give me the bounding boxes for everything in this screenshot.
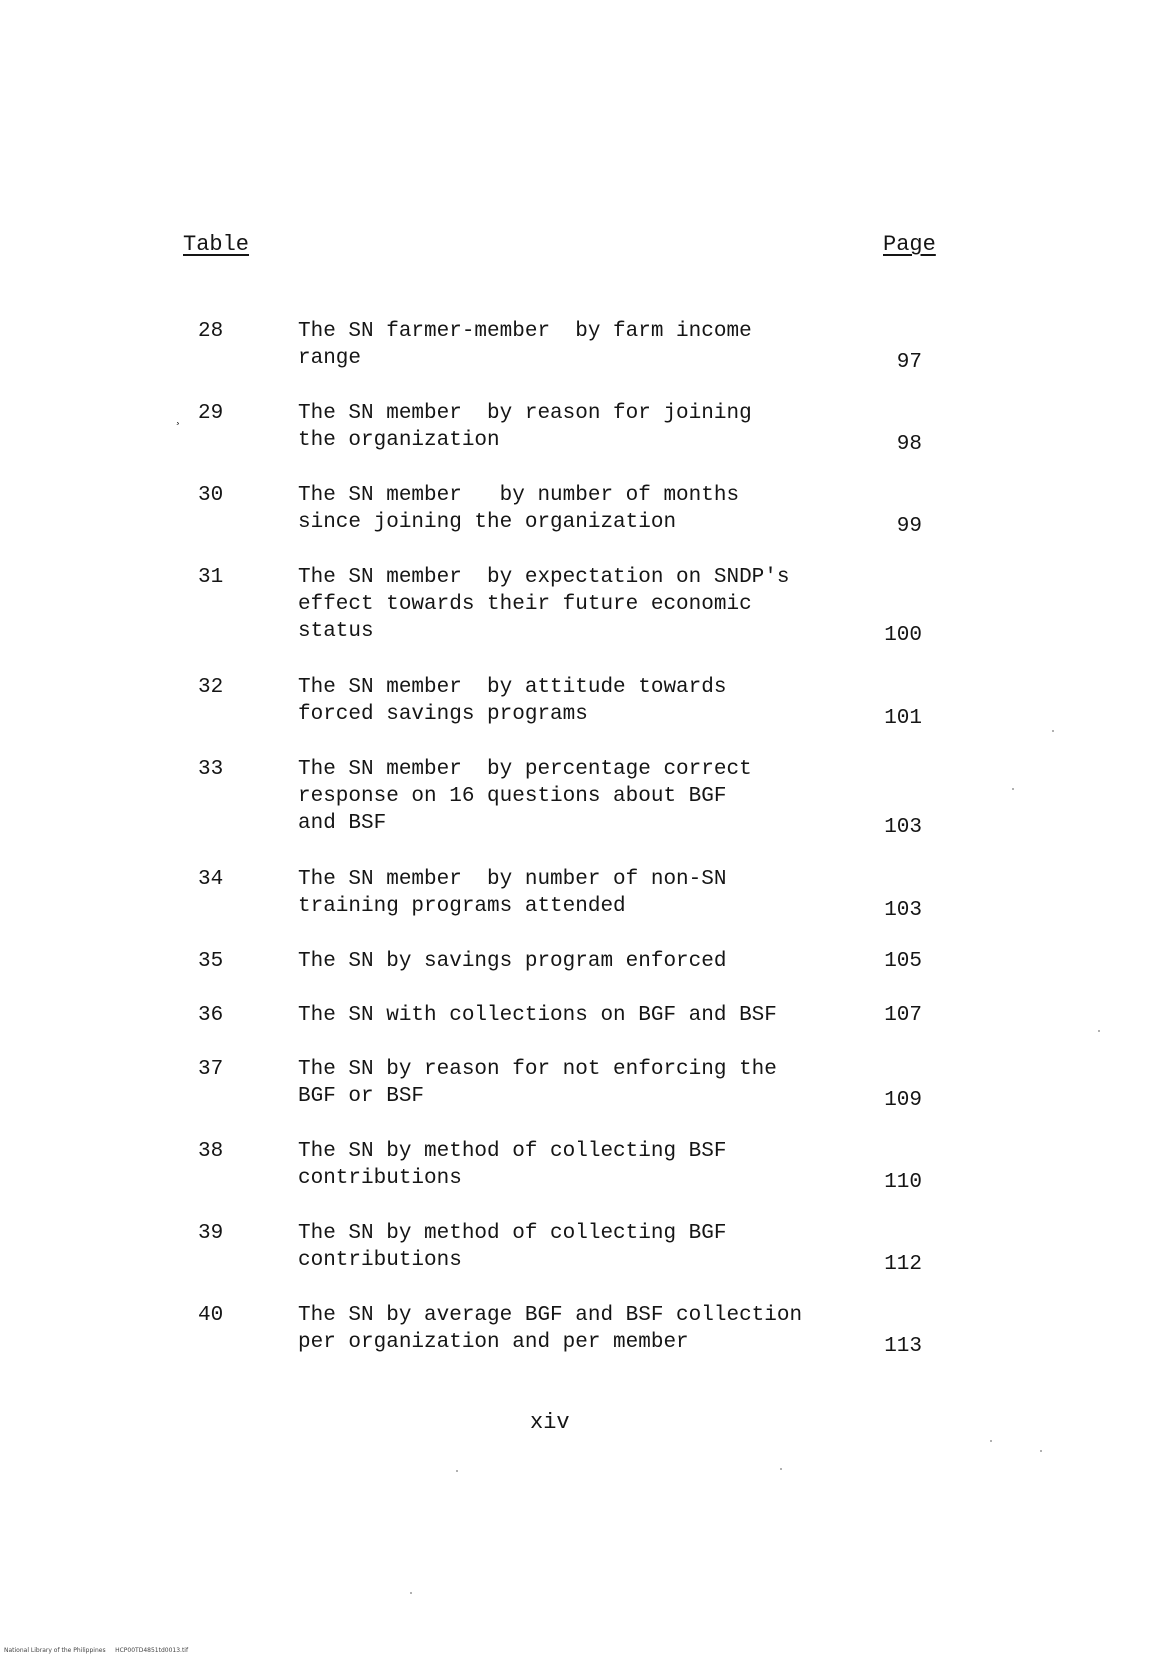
entry-number: 31 bbox=[198, 566, 224, 589]
entry-title bbox=[298, 400, 888, 454]
entry-title-line: forced savings programs bbox=[298, 703, 588, 726]
entry-title bbox=[298, 1002, 888, 1029]
entry-title-line: The SN member by expectation on SNDP's bbox=[298, 566, 790, 589]
entry-title-line: The SN by method of collecting BGF bbox=[298, 1222, 727, 1245]
entry-page: 98 bbox=[896, 433, 922, 456]
entry-title-line: The SN by method of collecting BSF bbox=[298, 1140, 727, 1163]
entry-page: 107 bbox=[884, 1004, 922, 1027]
entry-title bbox=[298, 866, 888, 920]
entry-number: 35 bbox=[198, 950, 224, 973]
entry-page: 113 bbox=[884, 1335, 922, 1358]
entry-title-line: range bbox=[298, 347, 362, 370]
scan-speck bbox=[410, 1592, 412, 1594]
entry-page: 100 bbox=[884, 624, 922, 647]
entry-title-line: The SN member by attitude towards bbox=[298, 676, 727, 699]
entry-title-line: The SN farmer-member by farm income bbox=[298, 320, 752, 343]
entry-title-line: The SN member by number of non-SN bbox=[298, 868, 727, 891]
entry-title bbox=[298, 1220, 888, 1274]
entry-title bbox=[298, 482, 888, 536]
entry-title-line: response on 16 questions about BGF bbox=[298, 785, 727, 808]
entry-title bbox=[298, 564, 888, 645]
entry-number: 39 bbox=[198, 1222, 224, 1245]
entry-number: 40 bbox=[198, 1304, 224, 1327]
entry-title bbox=[298, 948, 888, 975]
scan-speck bbox=[1040, 1450, 1042, 1452]
scan-speck bbox=[780, 1468, 782, 1470]
page-number: xiv bbox=[530, 1410, 570, 1435]
entry-page: 109 bbox=[884, 1089, 922, 1112]
scan-speck bbox=[1012, 788, 1014, 790]
entry-number: 33 bbox=[198, 758, 224, 781]
entry-title-line: The SN by average BGF and BSF collection bbox=[298, 1304, 803, 1327]
entry-title bbox=[298, 756, 888, 837]
entry-number: 30 bbox=[198, 484, 224, 507]
entry-page: 103 bbox=[884, 899, 922, 922]
entry-title-line: per organization and per member bbox=[298, 1331, 689, 1354]
entry-title-line: The SN member by number of months bbox=[298, 484, 740, 507]
scan-footer: National Library of the Philippines HCP00TD4851td0013.tif bbox=[4, 1647, 189, 1654]
entry-page: 112 bbox=[884, 1253, 922, 1276]
scan-speck bbox=[456, 1470, 458, 1472]
entry-number: 29 bbox=[198, 402, 224, 425]
entry-number: 28 bbox=[198, 320, 224, 343]
entry-title-line: The SN member by percentage correct bbox=[298, 758, 752, 781]
scan-speck bbox=[1098, 1030, 1100, 1032]
entry-title-line: The SN member by reason for joining bbox=[298, 402, 752, 425]
page-column-header: Page bbox=[883, 232, 936, 257]
entry-title-line: The SN by savings program enforced bbox=[298, 950, 727, 973]
entry-page: 110 bbox=[884, 1171, 922, 1194]
entry-page: 105 bbox=[884, 950, 922, 973]
entry-title-line: BGF or BSF bbox=[298, 1085, 425, 1108]
entry-number: 36 bbox=[198, 1004, 224, 1027]
entry-number: 37 bbox=[198, 1058, 224, 1081]
entry-title bbox=[298, 674, 888, 728]
entry-title bbox=[298, 1302, 888, 1356]
entry-title-line: contributions bbox=[298, 1167, 462, 1190]
entry-title-line: and BSF bbox=[298, 812, 387, 835]
entry-page: 99 bbox=[896, 515, 922, 538]
entry-title-line: status bbox=[298, 620, 374, 643]
entry-title bbox=[298, 1138, 888, 1192]
table-column-header: Table bbox=[183, 232, 250, 257]
scan-speck bbox=[990, 1440, 992, 1442]
scan-speck bbox=[1052, 730, 1054, 732]
entry-title-line: The SN by reason for not enforcing the bbox=[298, 1058, 777, 1081]
entry-title-line: The SN with collections on BGF and BSF bbox=[298, 1004, 777, 1027]
entry-number: 32 bbox=[198, 676, 224, 699]
entry-number: 34 bbox=[198, 868, 224, 891]
entry-title-line: since joining the organization bbox=[298, 511, 677, 534]
entry-page: 101 bbox=[884, 707, 922, 730]
entry-title-line: training programs attended bbox=[298, 895, 626, 918]
entry-title-line: effect towards their future economic bbox=[298, 593, 752, 616]
entry-title bbox=[298, 1056, 888, 1110]
entry-number: 38 bbox=[198, 1140, 224, 1163]
entry-title bbox=[298, 318, 888, 372]
entry-title-line: the organization bbox=[298, 429, 500, 452]
entry-page: 103 bbox=[884, 816, 922, 839]
margin-mark: ¸ bbox=[176, 412, 184, 426]
entry-page: 97 bbox=[896, 351, 922, 374]
entry-title-line: contributions bbox=[298, 1249, 462, 1272]
